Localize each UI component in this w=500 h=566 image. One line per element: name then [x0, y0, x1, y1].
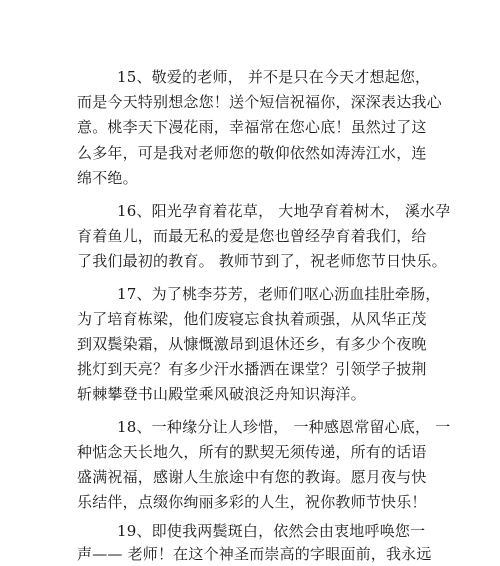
paragraph-18-line-1: 18、一种缘分让人珍惜， 一种感恩常留心底， 一	[117, 418, 451, 436]
paragraph-17-line-4: 挑灯到天亮？有多少汗水播洒在课堂？引领学子披荆	[77, 360, 427, 378]
paragraph-16-line-1: 16、阳光孕育着花草， 大地孕育着树木， 溪水孕	[117, 202, 451, 220]
paragraph-17-line-1: 17、为了桃李芬芳，老师们呕心沥血挂肚牵肠，	[117, 285, 441, 303]
paragraph-18-line-2: 种惦念天长地久，所有的默契无须传递，所有的话语	[77, 443, 427, 461]
paragraph-18-line-4: 乐结伴，点缀你绚丽多彩的人生，祝你教师节快乐！	[77, 493, 427, 511]
paragraph-18-line-3: 盛满祝福，感谢人生旅途中有您的教诲。愿月夜与快	[77, 468, 427, 486]
paragraph-19-line-1: 19、即使我两鬓斑白，依然会由衷地呼唤您一	[117, 522, 426, 540]
paragraph-19-line-2: 声—— 老师！在这个神圣而崇高的字眼面前，我永远	[77, 545, 432, 563]
paragraph-15-line-4: 么多年，可是我对老师您的敬仰依然如涛涛江水，连	[77, 144, 427, 162]
paragraph-16-line-3: 了我们最初的教育。 教师节到了，祝老师您节日快乐。	[77, 252, 447, 270]
paragraph-15-line-1: 15、敬爱的老师， 并不是只在今天才想起您，	[117, 68, 431, 86]
paragraph-15-line-5: 绵不绝。	[77, 169, 138, 187]
paragraph-15-line-3: 意。桃李天下漫花雨，幸福常在您心底！虽然过了这	[77, 118, 427, 136]
paragraph-15-line-2: 而是今天特别想念您！送个短信祝福你，深深表达我心	[77, 93, 442, 111]
paragraph-17-line-2: 为了培育栋梁，他们废寝忘食执着顽强，从风华正茂	[77, 310, 427, 328]
paragraph-17-line-5: 斩棘攀登书山殿堂乘风破浪泛舟知识海洋。	[77, 385, 366, 403]
paragraph-16-line-2: 育着鱼儿，而最无私的爱是您也曾经孕育着我们，给	[77, 227, 427, 245]
paragraph-17-line-3: 到双鬓染霜，从慷慨激昂到退休还乡，有多少个夜晚	[77, 335, 427, 353]
